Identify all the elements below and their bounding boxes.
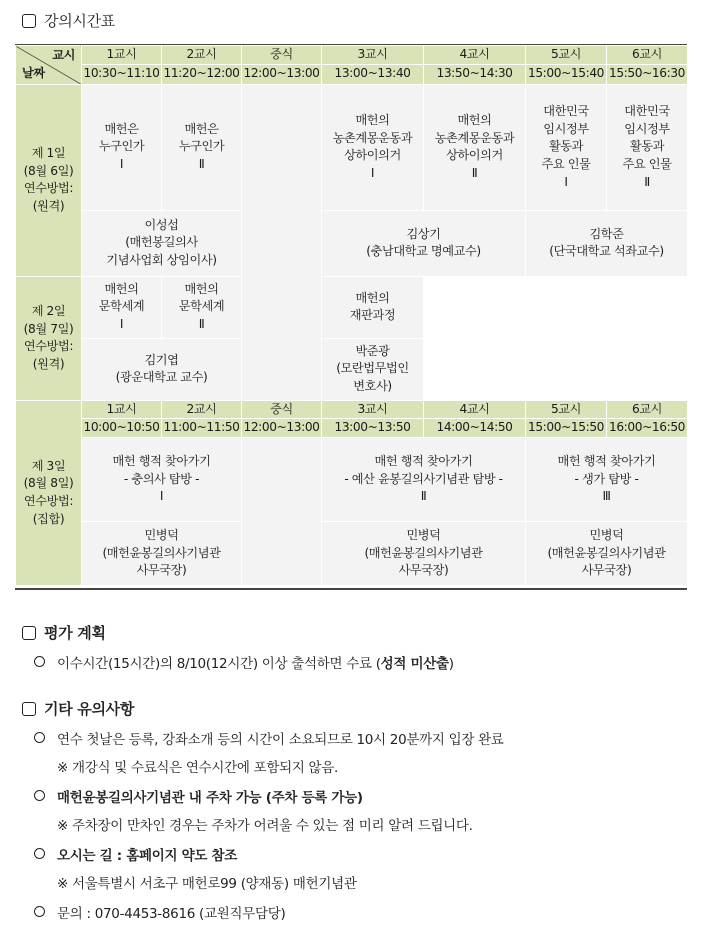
lecturer-cell: 이성섭 (매헌봉길의사 기념사업회 상임이사) [82,210,242,276]
period-header: 6교시 [607,46,688,65]
lunch-cell [242,438,322,586]
course-cell: 매헌의 문학세계 Ⅱ [162,276,242,338]
time-header: 13:50~14:30 [424,64,526,84]
time-header: 15:00~15:40 [526,64,607,84]
list-item: 연수 첫날은 등록, 강좌소개 등의 시간이 소요되므로 10시 20분까지 입장 완료 [22,728,692,748]
time-header: 10:00~10:50 [82,419,162,438]
checkbox-icon [22,14,36,28]
period-header: 5교시 [526,400,607,419]
corner-cell: 교시 날짜 [16,46,82,85]
course-cell: 매헌 행적 찾아가기 - 충의사 탐방 - Ⅰ [82,438,242,522]
time-header: 13:00~13:50 [322,419,424,438]
list-item: 문의 : 070-4453-8616 (교원직무담당) [22,902,692,922]
course-cell: 매헌은 누구인가 Ⅰ [82,84,162,210]
period-header: 3교시 [322,400,424,419]
day1-label: 제 1일 (8월 6일) 연수방법: (원격) [16,84,82,276]
time-header: 11:20~12:00 [162,64,242,84]
circle-bullet-icon [34,732,45,743]
time-header: 14:00~14:50 [424,419,526,438]
lecturer-cell: 김기엽 (광운대학교 교수) [82,338,242,400]
period-header: 2교시 [162,400,242,419]
schedule-table [15,45,688,586]
day2-label: 제 2일 (8월 7일) 연수방법: (원격) [16,276,82,400]
period-header: 4교시 [424,400,526,419]
time-header: 10:30~11:10 [82,64,162,84]
course-cell: 대한민국 임시정부 활동과 주요 인물 Ⅱ [607,84,688,210]
note-text: ※ 주차장이 만차인 경우는 주차가 어려울 수 있는 점 미리 알려 드립니다. [57,818,473,834]
period-header: 1교시 [82,400,162,419]
list-item: 이수시간(15시간)의 8/10(12시간) 이상 출석하면 수료 (성적 미산출) [22,652,692,672]
day3-label: 제 3일 (8월 8일) 연수방법: (집합) [16,400,82,585]
empty-cell [607,276,688,338]
circle-bullet-icon [34,656,45,667]
empty-cell [526,338,607,400]
notes-section-title: 기타 유의사항 [22,698,134,719]
period-header: 4교시 [424,46,526,65]
circle-bullet-icon [34,848,45,859]
note-text: ※ 개강식 및 수료식은 연수시간에 포함되지 않음. [57,760,339,776]
time-header: 15:50~16:30 [607,64,688,84]
course-cell: 매헌의 농촌계몽운동과 상하이의거 Ⅰ [322,84,424,210]
empty-cell [424,276,526,338]
time-header: 12:00~13:00 [242,419,322,438]
evaluation-section-title: 평가 계획 [22,622,106,643]
course-cell: 매헌은 누구인가 Ⅱ [162,84,242,210]
course-cell: 매헌의 농촌계몽운동과 상하이의거 Ⅱ [424,84,526,210]
list-item: 오시는 길 : 홈페이지 약도 참조 [22,844,692,864]
course-cell: 매헌의 문학세계 Ⅰ [82,276,162,338]
evaluation-list [22,652,692,672]
time-header: 15:00~15:50 [526,419,607,438]
lecturer-cell: 김상기 (충남대학교 명예교수) [322,210,526,276]
time-header: 12:00~13:00 [242,64,322,84]
course-cell: 매헌의 재판과정 [322,276,424,338]
empty-cell [526,276,607,338]
period-header: 2교시 [162,46,242,65]
course-cell: 매헌 행적 찾아가기 - 예산 윤봉길의사기념관 탐방 - Ⅱ [322,438,526,522]
lecturer-cell: 민병덕 (매헌윤봉길의사기념관 사무국장) [322,522,526,586]
lecturer-cell: 김학준 (단국대학교 석좌교수) [526,210,688,276]
lunch-cell [242,84,322,400]
notes-list [22,728,692,922]
list-item: 매헌윤봉길의사기념관 내 주차 가능 (주차 등록 가능) [22,786,692,806]
course-cell: 대한민국 임시정부 활동과 주요 인물 Ⅰ [526,84,607,210]
time-header: 11:00~11:50 [162,419,242,438]
time-header: 16:00~16:50 [607,419,688,438]
checkbox-icon [22,702,36,716]
period-header: 5교시 [526,46,607,65]
circle-bullet-icon [34,906,45,917]
period-header: 3교시 [322,46,424,65]
empty-cell [607,338,688,400]
lecturer-cell: 민병덕 (매헌윤봉길의사기념관 사무국장) [526,522,688,586]
checkbox-icon [22,626,36,640]
lunch-header: 중식 [242,400,322,419]
note-text: ※ 서울특별시 서초구 매헌로99 (양재동) 매헌기념관 [57,876,357,892]
table-bottom-rule [15,588,687,590]
lunch-header: 중식 [242,46,322,65]
period-header: 1교시 [82,46,162,65]
time-header: 13:00~13:40 [322,64,424,84]
empty-cell [424,338,526,400]
course-cell: 매헌 행적 찾아가기 - 생가 탐방 - Ⅲ [526,438,688,522]
period-header: 6교시 [607,400,688,419]
lecturer-cell: 민병덕 (매헌윤봉길의사기념관 사무국장) [82,522,242,586]
schedule-section-title: 강의시간표 [22,10,115,31]
lecturer-cell: 박준광 (모란법무법인 변호사) [322,338,424,400]
circle-bullet-icon [34,790,45,801]
